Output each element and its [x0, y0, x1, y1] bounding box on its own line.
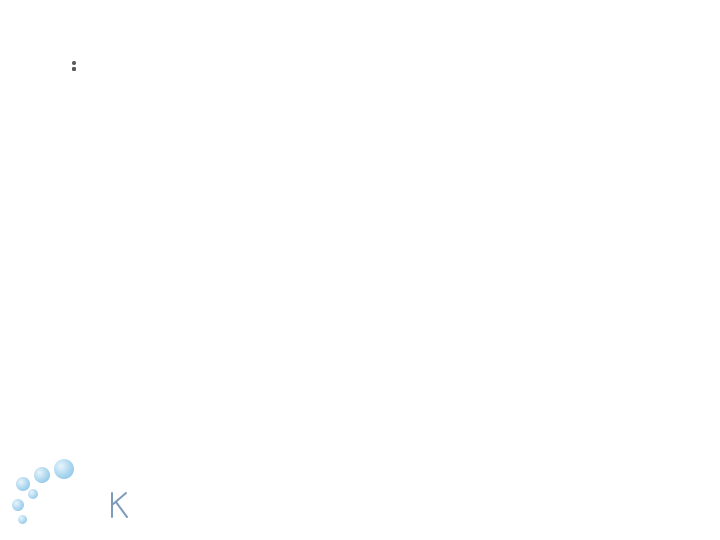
pro-tender-logo	[10, 455, 150, 535]
bubble-icon	[12, 499, 24, 511]
bullet-icon	[72, 61, 76, 65]
bubble-icon	[54, 459, 74, 479]
dot	[678, 493, 684, 499]
dot	[60, 43, 66, 49]
bubble-icon	[16, 477, 30, 491]
dot	[588, 493, 594, 499]
bubble-icon	[18, 515, 27, 524]
dot	[658, 493, 664, 499]
dot	[90, 43, 96, 49]
dot	[608, 493, 614, 499]
dot	[130, 43, 136, 49]
dot	[110, 43, 116, 49]
logo-k-mark-icon	[106, 490, 132, 520]
dot	[668, 493, 674, 499]
bullet-list	[72, 56, 702, 62]
decorative-dots-top	[40, 43, 136, 49]
dot	[80, 43, 86, 49]
dot	[598, 493, 604, 499]
dot	[50, 43, 56, 49]
dot	[648, 493, 654, 499]
dot	[40, 43, 46, 49]
decorative-dots-bottom	[588, 493, 684, 499]
dot	[70, 43, 76, 49]
dot	[618, 493, 624, 499]
dot	[100, 43, 106, 49]
bullet-icon	[72, 67, 76, 71]
dot	[628, 493, 634, 499]
bubble-icon	[28, 489, 38, 499]
dot	[638, 493, 644, 499]
bubble-icon	[34, 467, 50, 483]
dot	[120, 43, 126, 49]
